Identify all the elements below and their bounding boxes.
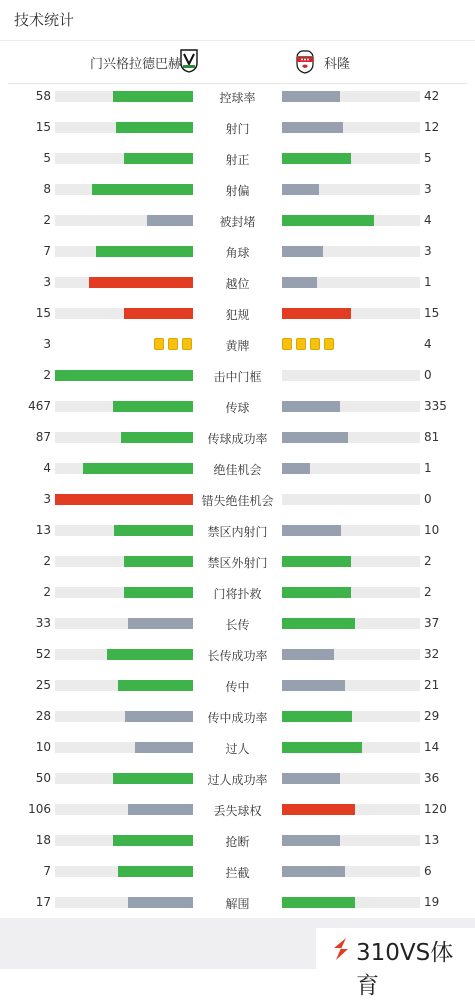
- home-bar-track: [55, 866, 193, 877]
- yellow-card-icon: [296, 338, 306, 350]
- away-value: 4: [424, 337, 432, 351]
- away-bar-track: [282, 897, 420, 908]
- away-bar-track: [282, 804, 420, 815]
- away-bar-track: [282, 773, 420, 784]
- away-value: 2: [424, 554, 432, 568]
- away-bar-track: [282, 401, 420, 412]
- away-value: 81: [424, 430, 440, 444]
- stat-label: 禁区外射门: [207, 556, 268, 570]
- away-value: 13: [424, 833, 440, 847]
- home-bar-fill: [55, 370, 193, 381]
- away-value: 36: [424, 771, 440, 785]
- stat-label: 射门: [225, 122, 250, 136]
- stat-row: [0, 143, 475, 174]
- stat-label: 错失绝佳机会: [201, 494, 274, 508]
- stat-label: 解围: [225, 897, 250, 911]
- away-bar-fill: [282, 835, 340, 846]
- stat-label: 传球成功率: [207, 432, 268, 446]
- home-bar-fill: [92, 184, 193, 195]
- home-value: 3: [43, 275, 51, 289]
- home-value: 3: [43, 337, 51, 351]
- home-value: 15: [35, 120, 51, 134]
- away-value: 4: [424, 213, 432, 227]
- away-bar-fill: [282, 122, 343, 133]
- stat-row: [0, 391, 475, 422]
- stat-row: [0, 546, 475, 577]
- away-team-name: 科隆: [324, 57, 351, 72]
- away-bar-track: [282, 680, 420, 691]
- stat-label: 射偏: [225, 184, 250, 198]
- stat-label: 被封堵: [219, 215, 256, 229]
- home-bar-track: [55, 556, 193, 567]
- home-bar-fill: [113, 401, 193, 412]
- home-bar-fill: [128, 804, 193, 815]
- home-bar-fill: [147, 215, 193, 226]
- away-bar-track: [282, 711, 420, 722]
- home-value: 7: [43, 244, 51, 258]
- away-bar-fill: [282, 432, 348, 443]
- stat-label: 黄牌: [225, 339, 250, 353]
- away-bar-track: [282, 618, 420, 629]
- teams-header: [8, 41, 467, 84]
- home-value: 106: [28, 802, 51, 816]
- stat-label: 过人成功率: [207, 773, 268, 787]
- away-bar-track: [282, 153, 420, 164]
- away-bar-fill: [282, 773, 340, 784]
- away-value: 32: [424, 647, 440, 661]
- yellow-card-icon: [310, 338, 320, 350]
- home-bar-track: [55, 742, 193, 753]
- home-value: 52: [35, 647, 51, 661]
- home-value: 50: [35, 771, 51, 785]
- away-bar-fill: [282, 649, 334, 660]
- stat-label: 拦截: [225, 866, 250, 880]
- home-crest-icon: [180, 49, 198, 73]
- home-bar-track: [55, 308, 193, 319]
- away-value: 3: [424, 182, 432, 196]
- stat-label: 长传成功率: [207, 649, 268, 663]
- home-bar-fill: [124, 587, 193, 598]
- stat-row: [0, 267, 475, 298]
- stat-label: 绝佳机会: [213, 463, 262, 477]
- home-value: 17: [35, 895, 51, 909]
- away-value: 29: [424, 709, 440, 723]
- stat-label: 传中: [225, 680, 250, 694]
- home-bar-fill: [113, 773, 193, 784]
- stat-row: [0, 639, 475, 670]
- home-value: 3: [43, 492, 51, 506]
- home-value: 25: [35, 678, 51, 692]
- away-bar-fill: [282, 587, 351, 598]
- away-value: 0: [424, 492, 432, 506]
- home-value: 10: [35, 740, 51, 754]
- yellow-card-icon: [282, 338, 292, 350]
- home-bar-track: [55, 711, 193, 722]
- away-bar-track: [282, 649, 420, 660]
- home-bar-track: [55, 246, 193, 257]
- stat-label: 长传: [225, 618, 250, 632]
- home-bar-fill: [113, 91, 193, 102]
- away-bar-track: [282, 215, 420, 226]
- home-yellow-cards: [154, 338, 192, 351]
- away-value: 5: [424, 151, 432, 165]
- stat-row: [0, 298, 475, 329]
- home-bar-fill: [135, 742, 193, 753]
- away-value: 0: [424, 368, 432, 382]
- away-bar-fill: [282, 401, 340, 412]
- home-bar-track: [55, 618, 193, 629]
- stat-label: 禁区内射门: [207, 525, 268, 539]
- away-value: 1: [424, 461, 432, 475]
- stat-label: 击中门框: [213, 370, 262, 384]
- home-bar-fill: [116, 122, 193, 133]
- stat-label: 传球: [225, 401, 250, 415]
- stat-label: 射正: [225, 153, 250, 167]
- home-bar-track: [55, 494, 193, 505]
- page-title: 技术统计: [0, 0, 475, 41]
- away-value: 14: [424, 740, 440, 754]
- stat-row: [0, 484, 475, 515]
- away-bar-track: [282, 742, 420, 753]
- stat-row: [0, 763, 475, 794]
- stat-row: [0, 236, 475, 267]
- away-bar-fill: [282, 91, 340, 102]
- stat-row: [0, 329, 475, 360]
- home-bar-track: [55, 432, 193, 443]
- home-bar-fill: [107, 649, 193, 660]
- away-value: 10: [424, 523, 440, 537]
- home-bar-track: [55, 897, 193, 908]
- home-bar-fill: [118, 866, 193, 877]
- away-bar-track: [282, 122, 420, 133]
- stat-label: 越位: [225, 277, 250, 291]
- away-value: 335: [424, 399, 447, 413]
- home-bar-track: [55, 91, 193, 102]
- away-bar-track: [282, 370, 420, 381]
- away-bar-track: [282, 432, 420, 443]
- home-bar-fill: [83, 463, 193, 474]
- away-bar-track: [282, 277, 420, 288]
- away-value: 6: [424, 864, 432, 878]
- stat-label: 传中成功率: [207, 711, 268, 725]
- away-crest-icon: [294, 48, 316, 74]
- away-value: 12: [424, 120, 440, 134]
- stat-row: [0, 577, 475, 608]
- home-bar-fill: [124, 556, 193, 567]
- home-bar-fill: [89, 277, 193, 288]
- away-value: 19: [424, 895, 440, 909]
- away-bar-fill: [282, 463, 310, 474]
- brand-s-icon: [330, 936, 352, 962]
- away-yellow-cards: [282, 338, 334, 351]
- home-bar-track: [55, 122, 193, 133]
- away-value: 2: [424, 585, 432, 599]
- home-value: 4: [43, 461, 51, 475]
- home-value: 2: [43, 585, 51, 599]
- away-bar-fill: [282, 184, 319, 195]
- stat-row: [0, 453, 475, 484]
- home-bar-fill: [124, 153, 193, 164]
- away-value: 21: [424, 678, 440, 692]
- home-value: 8: [43, 182, 51, 196]
- stat-row: [0, 701, 475, 732]
- home-value: 13: [35, 523, 51, 537]
- home-value: 7: [43, 864, 51, 878]
- away-bar-track: [282, 463, 420, 474]
- home-bar-track: [55, 401, 193, 412]
- home-bar-track: [55, 525, 193, 536]
- home-bar-fill: [121, 432, 193, 443]
- away-bar-fill: [282, 866, 345, 877]
- home-value: 5: [43, 151, 51, 165]
- stat-label: 过人: [225, 742, 250, 756]
- home-value: 15: [35, 306, 51, 320]
- stat-row: [0, 205, 475, 236]
- stat-row: [0, 81, 475, 112]
- away-bar-fill: [282, 525, 341, 536]
- stat-row: [0, 856, 475, 887]
- away-bar-track: [282, 866, 420, 877]
- home-team-name: 门兴格拉德巴赫: [90, 57, 182, 72]
- home-bar-fill: [113, 835, 193, 846]
- away-bar-fill: [282, 308, 351, 319]
- away-bar-fill: [282, 711, 352, 722]
- stat-label: 抢断: [225, 835, 250, 849]
- away-bar-track: [282, 308, 420, 319]
- away-bar-track: [282, 525, 420, 536]
- home-bar-fill: [128, 618, 193, 629]
- brand-logo-text: 310VS体育: [356, 940, 454, 999]
- stat-row: [0, 825, 475, 856]
- away-bar-fill: [282, 246, 323, 257]
- away-value: 15: [424, 306, 440, 320]
- stat-row: [0, 422, 475, 453]
- home-bar-track: [55, 370, 193, 381]
- home-value: 2: [43, 213, 51, 227]
- away-bar-fill: [282, 215, 374, 226]
- home-bar-fill: [118, 680, 193, 691]
- home-bar-fill: [125, 711, 193, 722]
- stat-label: 门将扑救: [213, 587, 262, 601]
- away-bar-fill: [282, 556, 351, 567]
- home-bar-track: [55, 184, 193, 195]
- home-value: 33: [35, 616, 51, 630]
- away-bar-track: [282, 556, 420, 567]
- away-bar-track: [282, 835, 420, 846]
- yellow-card-icon: [154, 338, 164, 350]
- away-bar-fill: [282, 742, 362, 753]
- home-value: 2: [43, 554, 51, 568]
- away-bar-track: [282, 246, 420, 257]
- yellow-card-icon: [324, 338, 334, 350]
- home-value: 58: [35, 89, 51, 103]
- stats-list: [0, 81, 475, 918]
- home-bar-fill: [128, 897, 193, 908]
- away-value: 120: [424, 802, 447, 816]
- home-bar-track: [55, 835, 193, 846]
- stat-label: 控球率: [219, 91, 256, 105]
- stat-row: [0, 794, 475, 825]
- yellow-card-icon: [182, 338, 192, 350]
- stat-row: [0, 732, 475, 763]
- away-bar-fill: [282, 153, 351, 164]
- away-bar-track: [282, 587, 420, 598]
- away-bar-fill: [282, 680, 345, 691]
- away-bar-track: [282, 91, 420, 102]
- away-bar-fill: [282, 897, 355, 908]
- home-bar-fill: [114, 525, 193, 536]
- home-bar-track: [55, 277, 193, 288]
- stat-row: [0, 515, 475, 546]
- away-bar-fill: [282, 277, 317, 288]
- home-bar-track: [55, 215, 193, 226]
- home-bar-track: [55, 153, 193, 164]
- stat-row: [0, 887, 475, 918]
- home-bar-fill: [55, 494, 193, 505]
- away-bar-track: [282, 494, 420, 505]
- stat-row: [0, 608, 475, 639]
- yellow-card-icon: [168, 338, 178, 350]
- home-bar-track: [55, 463, 193, 474]
- home-bar-track: [55, 773, 193, 784]
- away-value: 42: [424, 89, 440, 103]
- home-bar-track: [55, 680, 193, 691]
- home-bar-track: [55, 649, 193, 660]
- away-value: 3: [424, 244, 432, 258]
- home-value: 467: [28, 399, 51, 413]
- home-value: 18: [35, 833, 51, 847]
- home-value: 2: [43, 368, 51, 382]
- home-bar-fill: [124, 308, 193, 319]
- stat-label: 犯规: [225, 308, 250, 322]
- away-bar-track: [282, 184, 420, 195]
- stat-label: 角球: [225, 246, 250, 260]
- home-bar-track: [55, 804, 193, 815]
- stat-row: [0, 112, 475, 143]
- stat-row: [0, 174, 475, 205]
- stat-row: [0, 360, 475, 391]
- away-bar-fill: [282, 618, 355, 629]
- away-value: 1: [424, 275, 432, 289]
- home-value: 87: [35, 430, 51, 444]
- away-bar-fill: [282, 804, 355, 815]
- home-bar-fill: [96, 246, 193, 257]
- stat-row: [0, 670, 475, 701]
- away-value: 37: [424, 616, 440, 630]
- home-bar-track: [55, 587, 193, 598]
- home-value: 28: [35, 709, 51, 723]
- stat-label: 丢失球权: [213, 804, 262, 818]
